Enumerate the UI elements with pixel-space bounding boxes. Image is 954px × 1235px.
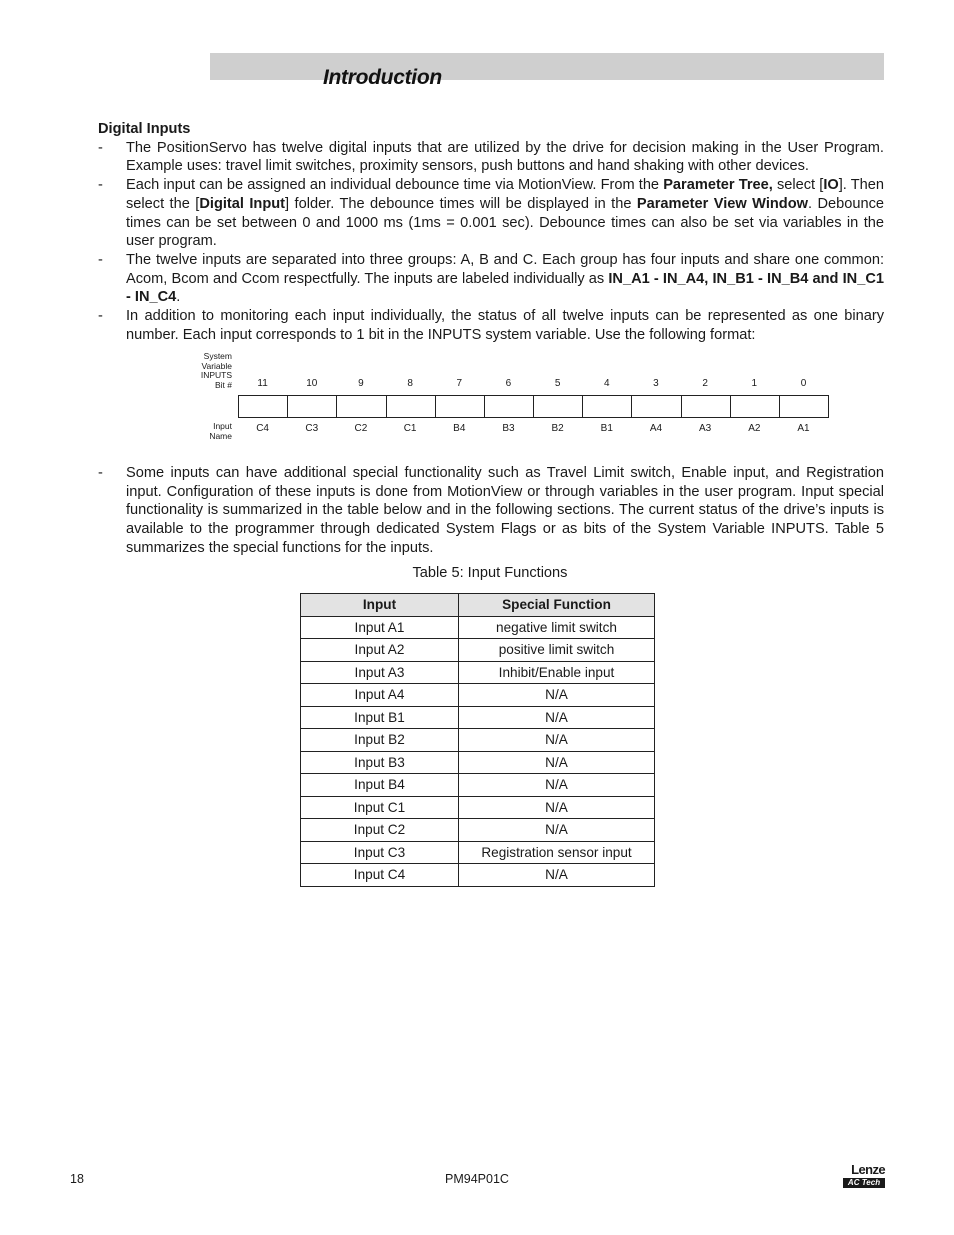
input-name: A2	[748, 423, 761, 434]
bit-caption-line: Variable	[201, 360, 232, 371]
bit-number: 8	[407, 378, 413, 389]
bullet-list	[98, 139, 884, 345]
bullet-text: . Debounce times can be set between 0 and 1000 ms (1ms = 0.001 sec). Debounce times can also be set via variables in the user program.	[126, 195, 884, 250]
bit-number: 4	[604, 378, 610, 389]
name-caption-line: Name	[209, 430, 232, 441]
bullet-text: ]. Then select the [	[126, 177, 884, 212]
bit-caption	[150, 352, 232, 390]
name-caption	[150, 422, 232, 441]
bullet-text: select [	[772, 177, 824, 194]
bit-number: 6	[505, 378, 512, 389]
function-cell: N/A	[459, 729, 655, 752]
input-name: C2	[354, 423, 368, 434]
input-name: B1	[600, 423, 613, 434]
table-row	[301, 616, 655, 639]
input-cell: Input C1	[301, 796, 459, 819]
bit-cell	[582, 396, 631, 417]
bit-caption-line: Bit #	[214, 379, 232, 390]
bullet-bold-text: Parameter View Window	[636, 195, 808, 212]
bullet-item	[98, 464, 884, 558]
input-cell: Input A2	[301, 639, 459, 662]
input-name: A3	[699, 423, 712, 434]
input-name: C4	[256, 423, 269, 434]
function-cell: N/A	[459, 751, 655, 774]
bit-cell	[239, 396, 287, 417]
bullet-item	[98, 251, 884, 307]
name-caption-line: Input	[213, 421, 232, 431]
input-cell: Input A1	[301, 616, 459, 639]
function-cell: N/A	[459, 684, 655, 707]
table-row	[301, 841, 655, 864]
bit-cell	[533, 396, 582, 417]
inputs-bit-diagram	[150, 352, 850, 444]
bit-cell	[386, 396, 435, 417]
bullet-bold-text: Parameter Tree,	[663, 177, 773, 194]
function-cell: N/A	[459, 706, 655, 729]
bit-number: 7	[456, 378, 463, 389]
input-cell: Input B2	[301, 729, 459, 752]
bullet-text: ] folder. The debounce times will be displayed in the	[285, 195, 637, 212]
bullet-text: The twelve inputs are separated into three groups: A, B and C. Each group has four inputs and share one common: Acom, Bcom and Ccom respectfully. The inputs are labeled individually as	[126, 251, 884, 287]
bullet-dash: -	[98, 177, 103, 194]
digital-inputs-section	[98, 120, 884, 344]
page-number: 18	[70, 1172, 84, 1186]
lenze-logo	[843, 1163, 885, 1188]
function-cell: Registration sensor input	[459, 841, 655, 864]
table-header-row	[301, 594, 655, 617]
input-cell: Input A3	[301, 661, 459, 684]
bullet-dash: -	[98, 465, 103, 481]
input-name: B2	[551, 423, 564, 434]
table-row	[301, 661, 655, 684]
table-body	[301, 616, 655, 886]
bit-number: 0	[800, 378, 807, 389]
bit-cell	[779, 396, 828, 417]
function-cell: N/A	[459, 819, 655, 842]
input-functions-table	[300, 593, 655, 887]
input-name: A4	[649, 423, 663, 434]
bit-number: 1	[751, 378, 758, 389]
bit-cell	[484, 396, 533, 417]
logo-brand: Lenze	[851, 1162, 885, 1177]
input-cell: Input C4	[301, 864, 459, 887]
input-name: B3	[502, 423, 515, 434]
page-title: Introduction	[323, 66, 442, 89]
function-cell: N/A	[459, 774, 655, 797]
logo-subtitle: AC Tech	[843, 1178, 885, 1188]
bullet-bold-text: IN_A1 - IN_A4, IN_B1 - IN_B4 and IN_C1 - IN_C4	[126, 270, 884, 306]
bit-cell	[435, 396, 484, 417]
table-row	[301, 639, 655, 662]
bullet-text: Some inputs can have additional special functionality such as Travel Limit switch, Enable input, and Registration input. Configuration of these inputs is done from MotionView or through variables in the user program. Input special functionality is summarized in the table below and in the following sections. The current status of the drive’s inputs is available to the programmer through dedicated System Flags or as bits of the System Variable INPUTS. Table 5 summarizes the special functions for the inputs.	[126, 465, 884, 556]
document-code: PM94P01C	[445, 1172, 509, 1186]
input-cell: Input C3	[301, 841, 459, 864]
bullet-dash: -	[98, 251, 103, 268]
table-row	[301, 864, 655, 887]
bit-number: 3	[653, 378, 659, 389]
bit-number: 9	[358, 378, 364, 389]
section-heading: Digital Inputs	[98, 121, 191, 137]
bullet-bold-text: IO	[823, 177, 839, 194]
input-cell: Input B4	[301, 774, 459, 797]
column-header-special-function: Special Function	[459, 594, 655, 617]
bit-number-row	[238, 378, 828, 389]
table-caption: Table 5: Input Functions	[412, 565, 568, 581]
bit-number: 5	[554, 378, 561, 389]
bullet-dash: -	[98, 139, 103, 156]
table-row	[301, 751, 655, 774]
bullet-text: The PositionServo has twelve digital inputs that are utilized by the drive for decision making in the User Program. Example uses: travel limit switches, proximity sensors, push buttons and hand shaking with other devices.	[126, 139, 884, 175]
bit-number: 10	[306, 378, 318, 389]
table-row	[301, 706, 655, 729]
bit-caption-line: System	[203, 351, 232, 361]
bullet-item	[98, 307, 884, 344]
bit-cell	[730, 396, 779, 417]
bit-cell	[336, 396, 385, 417]
input-name: A1	[797, 423, 810, 434]
column-header-input: Input	[301, 594, 459, 617]
bit-cell	[287, 396, 336, 417]
table-row	[301, 819, 655, 842]
input-name: C3	[305, 423, 319, 434]
bit-cells	[238, 395, 829, 418]
function-cell: positive limit switch	[459, 639, 655, 662]
input-name-row	[238, 423, 828, 434]
bullet-item	[98, 139, 884, 176]
input-name: B4	[453, 423, 466, 434]
function-cell: N/A	[459, 864, 655, 887]
input-cell: Input B1	[301, 706, 459, 729]
bullet-item	[98, 176, 884, 251]
bit-number: 11	[257, 378, 268, 389]
bit-caption-line: INPUTS	[200, 370, 232, 380]
table-row	[301, 729, 655, 752]
table-row	[301, 774, 655, 797]
special-functions-paragraph	[98, 464, 884, 558]
table-row	[301, 796, 655, 819]
bit-cell	[631, 396, 680, 417]
input-name: C1	[403, 423, 417, 434]
bullet-bold-text: Digital Input	[199, 195, 286, 212]
bullet-text: Each input can be assigned an individual debounce time via MotionView. From the	[126, 177, 664, 194]
input-cell: Input A4	[301, 684, 459, 707]
bullet-text: .	[176, 289, 181, 306]
header-bar	[210, 53, 884, 80]
function-cell: N/A	[459, 796, 655, 819]
input-cell: Input B3	[301, 751, 459, 774]
bullet-dash: -	[98, 308, 103, 325]
table-row	[301, 684, 655, 707]
input-cell: Input C2	[301, 819, 459, 842]
bit-cell	[681, 396, 730, 417]
function-cell: Inhibit/Enable input	[459, 661, 655, 684]
bit-number: 2	[702, 378, 708, 389]
function-cell: negative limit switch	[459, 616, 655, 639]
bullet-text: In addition to monitoring each input individually, the status of all twelve inputs can be represented as one binary number. Each input corresponds to 1 bit in the INPUTS system variable. Use the following format:	[126, 308, 884, 343]
